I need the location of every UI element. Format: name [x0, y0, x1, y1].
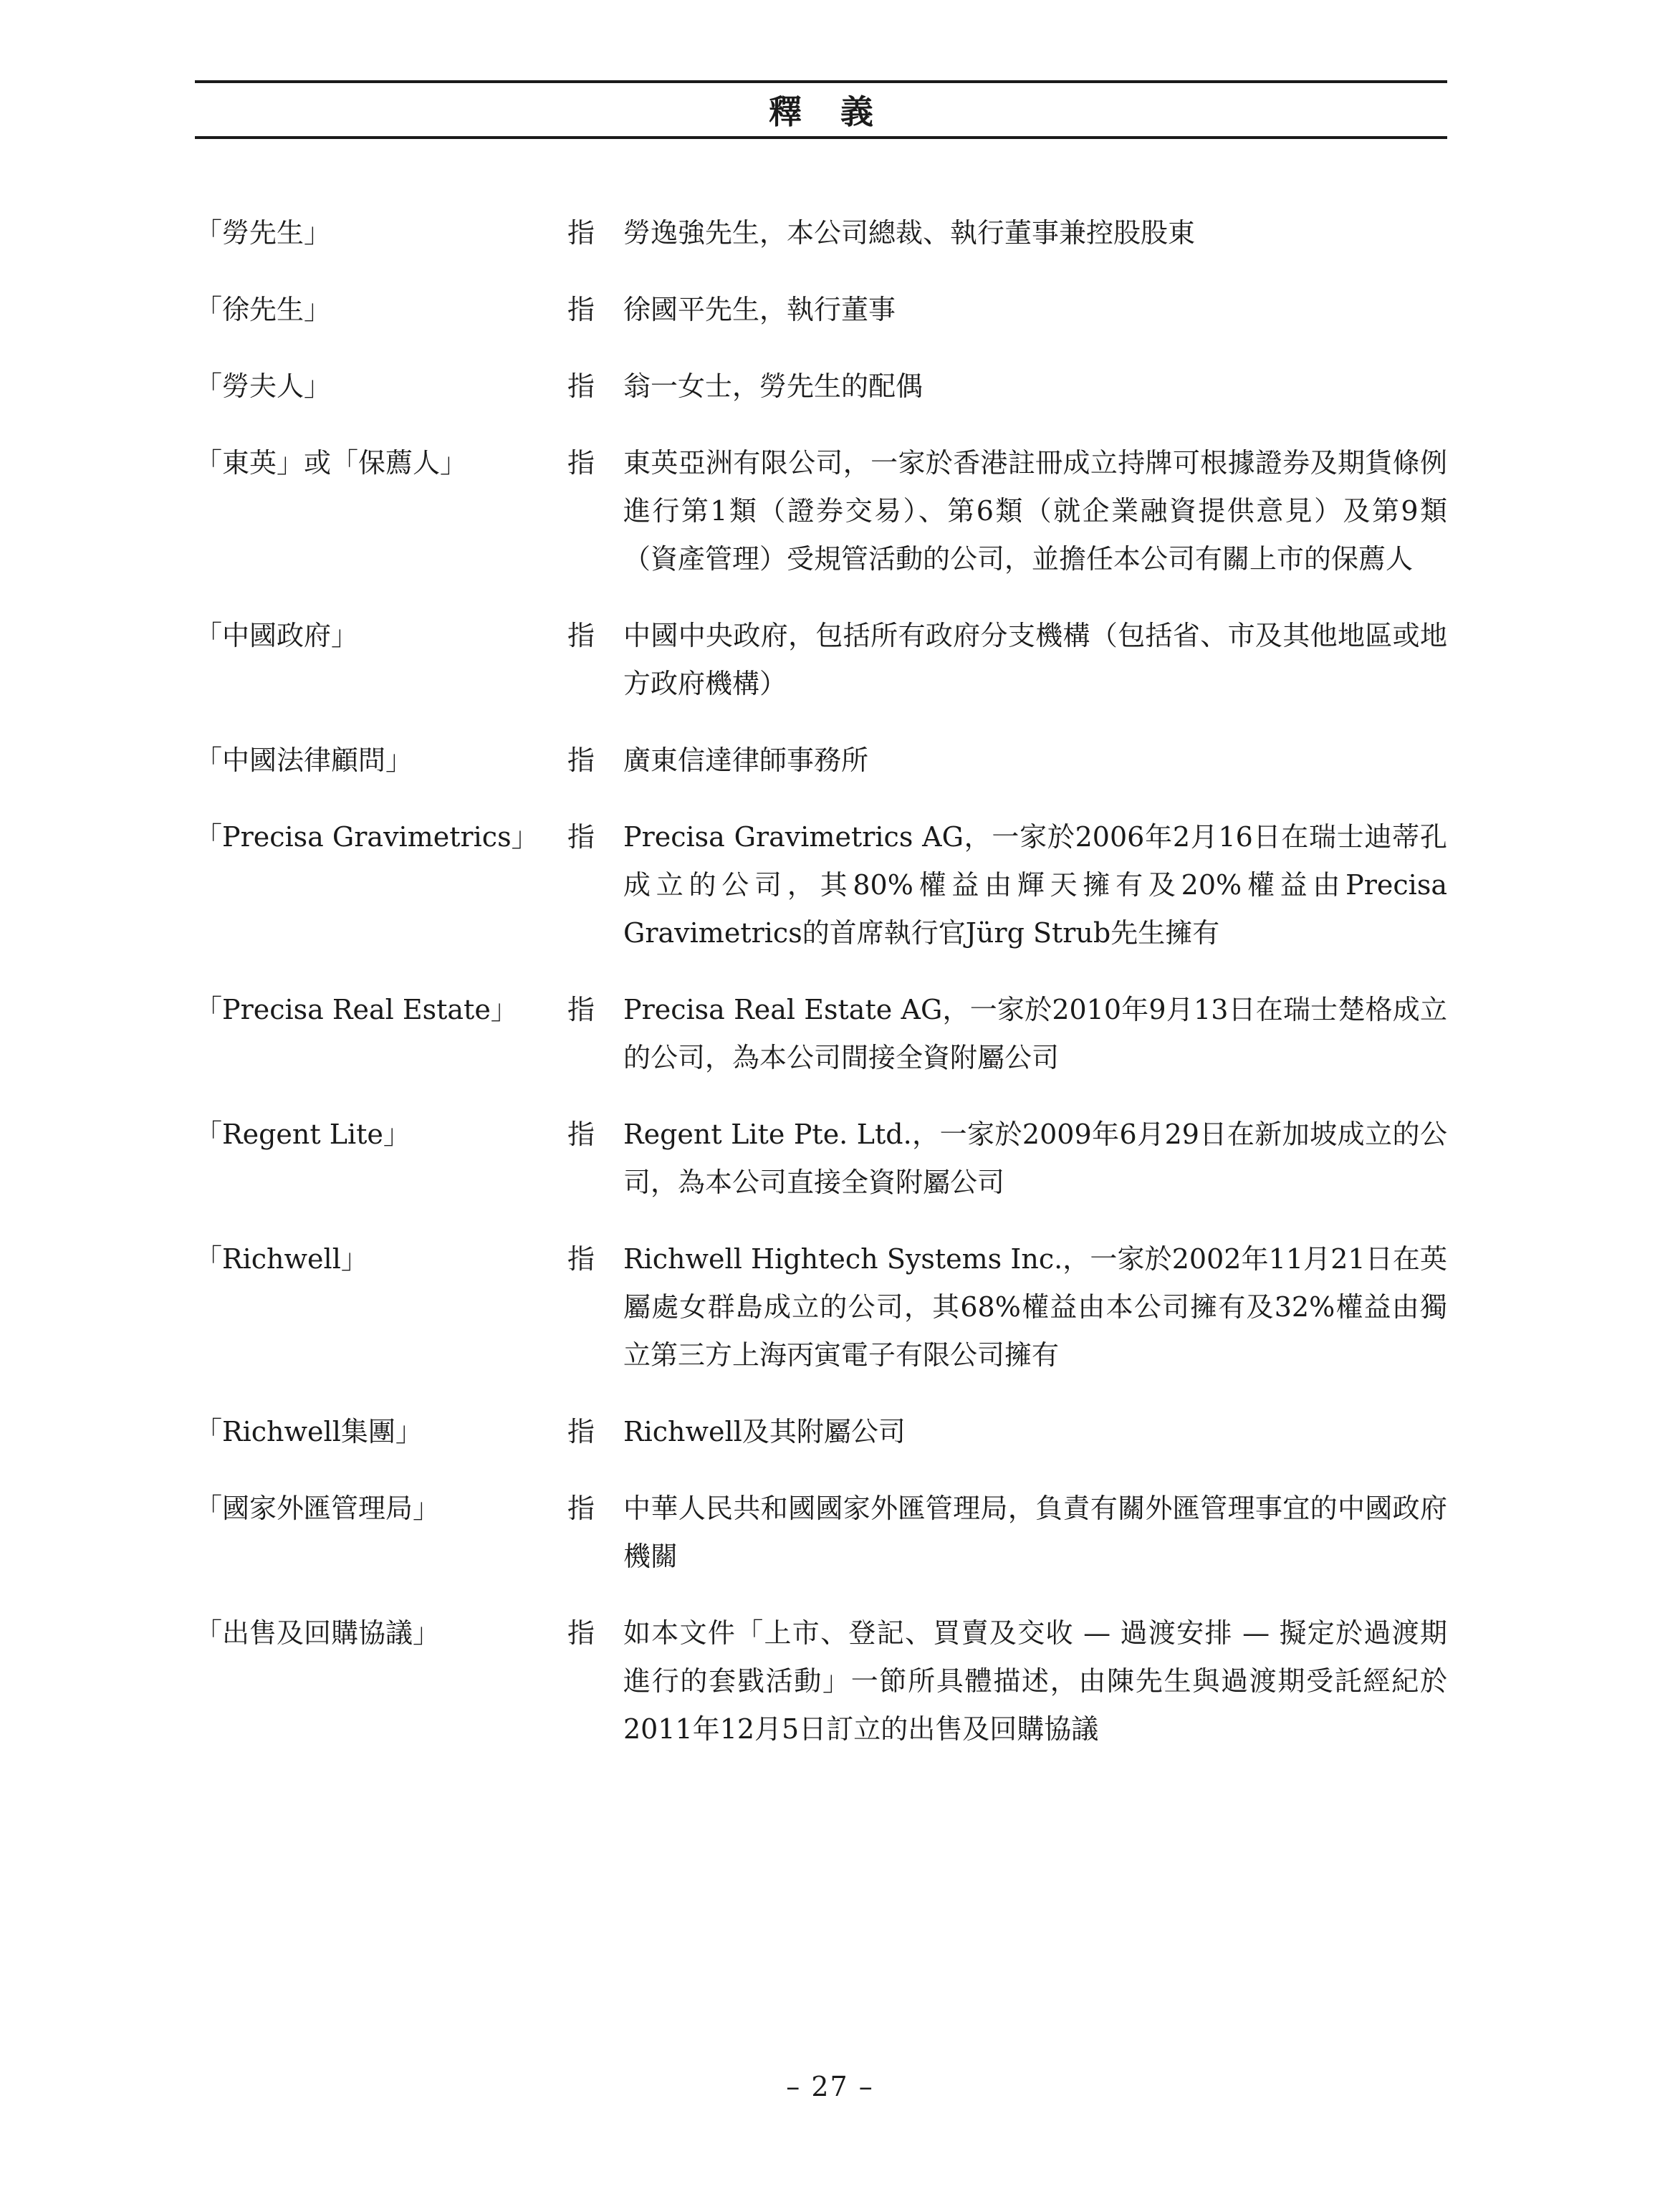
- defined-term: 「國家外匯管理局」: [195, 1493, 441, 1524]
- defined-term: 「出售及回購協議」: [195, 1617, 441, 1649]
- defined-term: 「中國政府」: [195, 620, 359, 651]
- definition-text: Precisa Real Estate AG，一家於2010年9月13日在瑞士楚格成立的公司，為本公司間接全資附屬公司: [623, 994, 1447, 1073]
- means-label: 指: [567, 620, 595, 651]
- page-header: [195, 80, 1447, 139]
- definition-text: Regent Lite Pte. Ltd.，一家於2009年6月29日在新加坡成立的公司，為本公司直接全資附屬公司: [623, 1119, 1447, 1198]
- defined-term: 「徐先生」: [195, 294, 332, 325]
- definition-entry: [195, 1609, 1447, 1753]
- defined-term: 「Precisa Real Estate」: [195, 994, 518, 1025]
- defined-term: 「東英」或「保薦人」: [195, 447, 468, 479]
- definition-entry: [195, 286, 1447, 334]
- definition-entry: [195, 612, 1447, 708]
- defined-term: 「Regent Lite」: [195, 1119, 411, 1150]
- definition-text: Richwell及其附屬公司: [623, 1416, 906, 1447]
- definition-entry: [195, 439, 1447, 583]
- definition-entry: [195, 813, 1447, 957]
- defined-term: 「中國法律顧問」: [195, 744, 413, 776]
- defined-term: 「Richwell」: [195, 1243, 368, 1275]
- definition-entry: [195, 1485, 1447, 1581]
- definition-text: 如本文件「上市、登記、買賣及交收 — 過渡安排 — 擬定於過渡期進行的套戥活動」一節所具體描述，由陳先生與過渡期受託經紀於2011年12月5日訂立的出售及回購協議: [623, 1617, 1447, 1745]
- definition-text: 勞逸強先生，本公司總裁、執行董事兼控股股東: [623, 217, 1196, 249]
- means-label: 指: [567, 1119, 595, 1150]
- means-label: 指: [567, 1416, 595, 1447]
- definition-text: 中華人民共和國國家外匯管理局，負責有關外匯管理事宜的中國政府機關: [623, 1493, 1447, 1572]
- means-label: 指: [567, 447, 595, 479]
- defined-term: 「勞先生」: [195, 217, 332, 249]
- definition-entry: [195, 209, 1447, 257]
- means-label: 指: [567, 744, 595, 776]
- definition-entry: [195, 1235, 1447, 1379]
- definition-entry: [195, 1111, 1447, 1207]
- definition-entry: [195, 363, 1447, 411]
- definition-entry: [195, 986, 1447, 1082]
- means-label: 指: [567, 370, 595, 402]
- definition-text: 翁一女士，勞先生的配偶: [623, 370, 923, 402]
- definition-text: 中國中央政府，包括所有政府分支機構（包括省、市及其他地區或地方政府機構）: [623, 620, 1447, 699]
- means-label: 指: [567, 1493, 595, 1524]
- defined-term: 「Precisa Gravimetrics」: [195, 821, 539, 853]
- means-label: 指: [567, 994, 595, 1025]
- defined-term: 「勞夫人」: [195, 370, 332, 402]
- definition-entry: [195, 737, 1447, 785]
- means-label: 指: [567, 217, 595, 249]
- definition-text: 徐國平先生，執行董事: [623, 294, 896, 325]
- definition-entry: [195, 1408, 1447, 1456]
- definition-text: Richwell Hightech Systems Inc.，一家於2002年11月21日在英屬處女群島成立的公司，其68%權益由本公司擁有及32%權益由獨立第三方上海丙寅電子有限公司擁有: [623, 1243, 1447, 1371]
- means-label: 指: [567, 1617, 595, 1649]
- definitions-list: [195, 209, 1447, 1782]
- means-label: 指: [567, 821, 595, 853]
- definition-text: 廣東信達律師事務所: [623, 744, 869, 776]
- definition-text: Precisa Gravimetrics AG，一家於2006年2月16日在瑞士迪蒂孔成立的公司，其80%權益由輝天擁有及20%權益由Precisa Gravimetrics的首席執行官Jürg Strub先生擁有: [623, 821, 1447, 949]
- page-title: 釋義: [769, 92, 912, 131]
- means-label: 指: [567, 294, 595, 325]
- definition-text: 東英亞洲有限公司，一家於香港註冊成立持牌可根據證券及期貨條例進行第1類（證券交易）、第6類（就企業融資提供意見）及第9類（資產管理）受規管活動的公司，並擔任本公司有關上市的保薦人: [623, 447, 1447, 575]
- page-number: – 27 –: [786, 2071, 874, 2102]
- defined-term: 「Richwell集團」: [195, 1416, 423, 1447]
- means-label: 指: [567, 1243, 595, 1275]
